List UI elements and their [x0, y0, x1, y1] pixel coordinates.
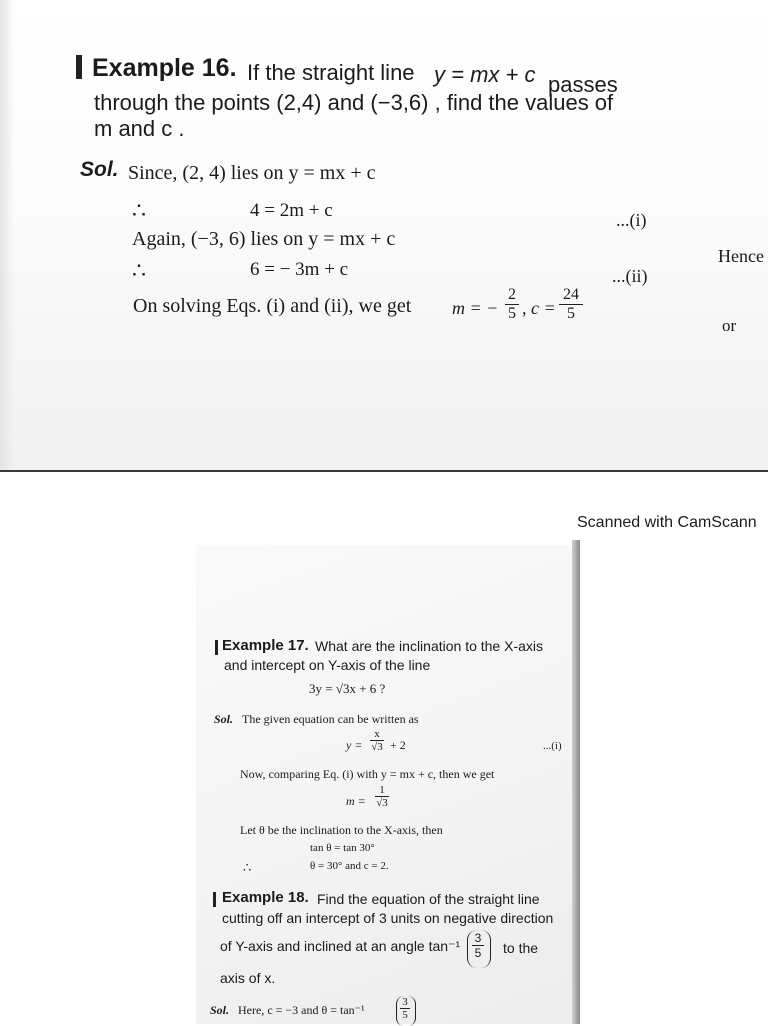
- page-bottom-edge: [0, 470, 768, 472]
- example18-question-line4: axis of x.: [220, 970, 276, 986]
- example17-equation: 3y = √3x + 6 ?: [309, 681, 386, 696]
- tan-equation: tan θ = tan 30°: [310, 842, 375, 854]
- fraction-denominator: √3: [376, 797, 388, 809]
- therefore-symbol: ∴: [132, 258, 146, 283]
- example-marker-bar: [215, 640, 218, 655]
- solution16-line2: Again, (−3, 6) lies on y = mx + c: [132, 228, 396, 250]
- solution18-label: Sol.: [210, 1003, 230, 1017]
- solution17-line1: The given equation can be written as: [242, 712, 419, 726]
- m-equation-lhs: m =: [346, 794, 366, 808]
- example18-heading: Example 18.: [222, 889, 309, 906]
- example-marker-bar: [76, 55, 82, 79]
- example18-question-line3: of Y-axis and inclined at an angle tan⁻¹: [220, 938, 461, 954]
- example17-heading: Example 17.: [222, 637, 309, 654]
- example16-question-part2: passes: [548, 72, 618, 97]
- solution17-result: θ = 30° and c = 2.: [310, 860, 389, 872]
- fraction-denominator: 5: [474, 946, 482, 960]
- example18-question-line3b: to the: [503, 940, 539, 956]
- solution16-equation1: 4 = 2m + c: [250, 200, 333, 221]
- solution17-label: Sol.: [214, 712, 234, 726]
- fraction-denominator: √3: [371, 741, 383, 753]
- fraction-denominator: 5: [508, 305, 516, 322]
- fraction-numerator: 3: [472, 931, 484, 946]
- example16-question-line2: through the points (2,4) and (−3,6) , find the values of: [94, 90, 614, 115]
- page-spine-shadow: [572, 540, 580, 1024]
- fraction-denominator: 5: [567, 305, 575, 322]
- x-over-root3-fraction: [370, 728, 384, 753]
- solution17-compare-line: Now, comparing Eq. (i) with y = mx + c, then we get: [240, 767, 495, 781]
- fraction-numerator: 1: [375, 784, 389, 797]
- example16-question-part1: If the straight line: [247, 60, 415, 85]
- solution16-label: Sol.: [80, 158, 119, 181]
- margin-text-or: or: [722, 316, 737, 335]
- example18-question-line1: Find the equation of the straight line: [317, 891, 540, 907]
- scanner-watermark: Scanned with CamScann: [577, 514, 757, 531]
- solution18-line1: Here, c = −3 and θ = tan⁻¹: [238, 1003, 365, 1017]
- page-edge-shadow: [0, 0, 14, 472]
- three-fifths-fraction: [472, 931, 484, 960]
- m-value-fraction: [505, 286, 519, 323]
- example18-question-line2: cutting off an intercept of 3 units on negative direction: [222, 910, 554, 926]
- m-value-lhs: m = −: [452, 298, 499, 318]
- example17-question-line1: What are the inclination to the X-axis: [315, 638, 544, 654]
- equation-marker-ii: ...(ii): [612, 266, 648, 286]
- solution16-equation2: 6 = − 3m + c: [250, 259, 349, 280]
- fraction-numerator: 24: [559, 286, 583, 305]
- one-over-root3-fraction: [375, 784, 389, 809]
- fraction-numerator: x: [370, 728, 384, 741]
- fraction-denominator: 5: [402, 1009, 408, 1021]
- example-marker-bar: [213, 892, 216, 907]
- c-value-fraction: [559, 286, 583, 323]
- fraction-numerator: 3: [400, 996, 410, 1009]
- equation-marker-i: ...(i): [616, 210, 647, 230]
- example16-equation: y = mx + c: [434, 62, 536, 87]
- fraction-numerator: 2: [505, 286, 519, 305]
- equation-marker-i: ...(i): [543, 740, 562, 752]
- c-value-lhs: , c =: [522, 298, 556, 318]
- example17-question-line2: and intercept on Y-axis of the line: [224, 657, 431, 673]
- therefore-symbol: ∴: [132, 198, 146, 223]
- solution16-line3: On solving Eqs. (i) and (ii), we get: [133, 295, 412, 317]
- solution17-let-line: Let θ be the inclination to the X-axis, then: [240, 823, 443, 837]
- solution16-line1: Since, (2, 4) lies on y = mx + c: [128, 162, 376, 184]
- therefore-symbol: ∴: [243, 860, 252, 875]
- y-equation-constant: + 2: [390, 738, 406, 752]
- margin-text-hence: Hence: [718, 246, 764, 266]
- example16-heading: Example 16.: [92, 54, 237, 82]
- three-fifths-fraction: [400, 996, 410, 1021]
- example16-question-line3: m and c .: [94, 116, 185, 141]
- y-equation-lhs: y =: [346, 738, 363, 752]
